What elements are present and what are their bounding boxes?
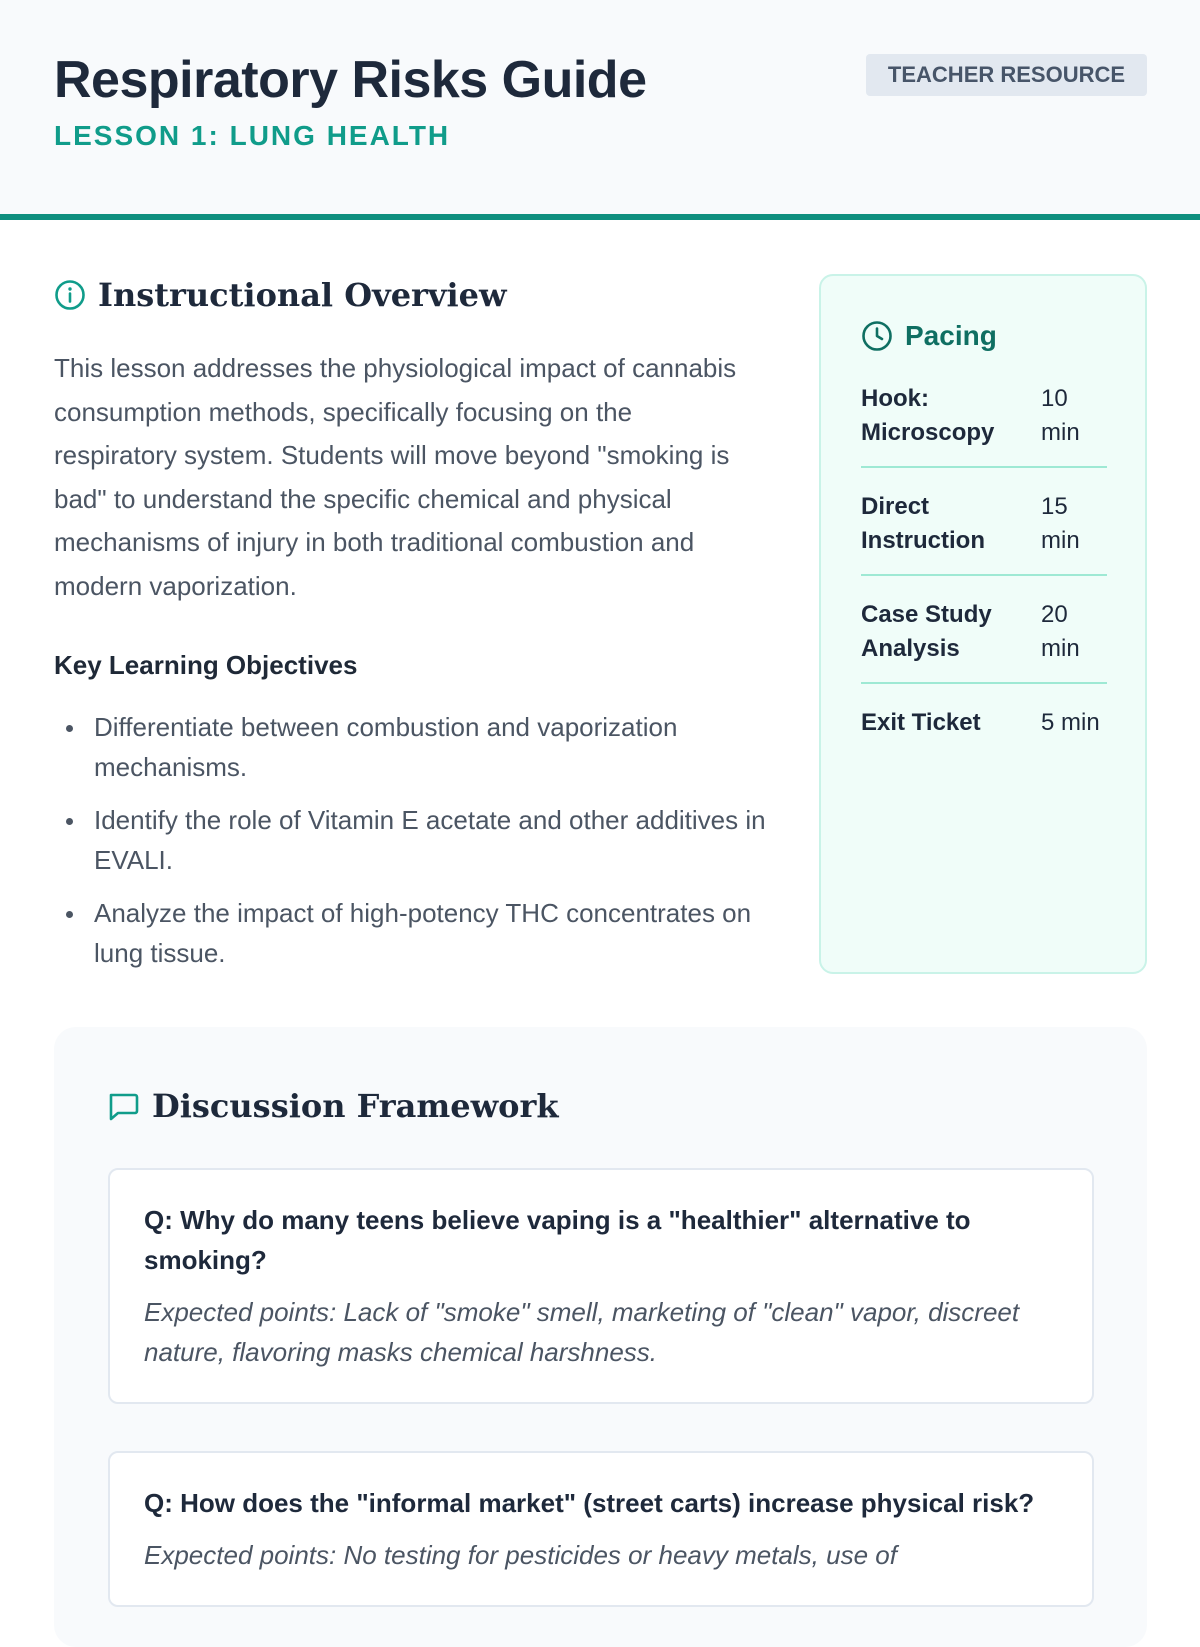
question-card [108,1451,1094,1607]
lesson-subtitle: LESSON 1: LUNG HEALTH [54,120,451,151]
pacing-activity: Direct Instruction [861,493,985,554]
info-icon [54,279,86,311]
expected-points: Expected points: No testing for pesticides or heavy metals, use of [144,1540,897,1570]
chat-icon [106,1089,140,1123]
objective-item: Analyze the impact of high-potency THC concentrates on lung tissue. [54,893,774,973]
page-title: Respiratory Risks Guide [54,51,647,109]
pacing-card [819,274,1147,974]
pacing-row [861,706,1107,756]
pacing-duration: 10 min [1041,385,1080,446]
overview-text: This lesson addresses the physiological impact of cannabis consumption methods, specifically focusing on the respiratory system. Students will move beyond "smoking is bad" to understand the specific chemical and physical mechanisms of injury in both traditional combustion and modern vaporization. [54,353,737,601]
pacing-row [861,598,1107,684]
question-card [108,1168,1094,1404]
clock-icon [861,320,893,352]
expected-points: Expected points: Lack of "smoke" smell, marketing of "clean" vapor, discreet nature, flavoring masks chemical harshness. [144,1297,1020,1367]
pacing-activity: Hook: Microscopy [861,385,995,446]
objective-item: Identify the role of Vitamin E acetate and other additives in EVALI. [54,800,774,880]
discussion-heading [106,1087,559,1125]
pacing-duration: 20 min [1041,601,1080,662]
question-text: Q: How does the "informal market" (street carts) increase physical risk? [144,1488,1035,1518]
pacing-row [861,490,1107,576]
overview-heading [54,276,507,314]
page-header [0,0,1200,220]
pacing-activity: Case Study Analysis [861,601,992,662]
pacing-duration: 5 min [1041,709,1100,736]
pacing-activity: Exit Ticket [861,709,981,736]
overview-title: Instructional Overview [98,276,507,314]
teacher-resource-badge: TEACHER RESOURCE [866,54,1147,96]
discussion-title: Discussion Framework [152,1087,559,1125]
pacing-duration: 15 min [1041,493,1080,554]
pacing-row [861,382,1107,468]
objective-item: Differentiate between combustion and vaporization mechanisms. [54,707,774,787]
objectives-list [54,707,774,986]
pacing-title: Pacing [905,320,997,351]
discussion-section [54,1027,1147,1647]
question-text: Q: Why do many teens believe vaping is a "healthier" alternative to smoking? [144,1205,971,1275]
objectives-title: Key Learning Objectives [54,650,358,680]
pacing-heading [861,320,997,352]
